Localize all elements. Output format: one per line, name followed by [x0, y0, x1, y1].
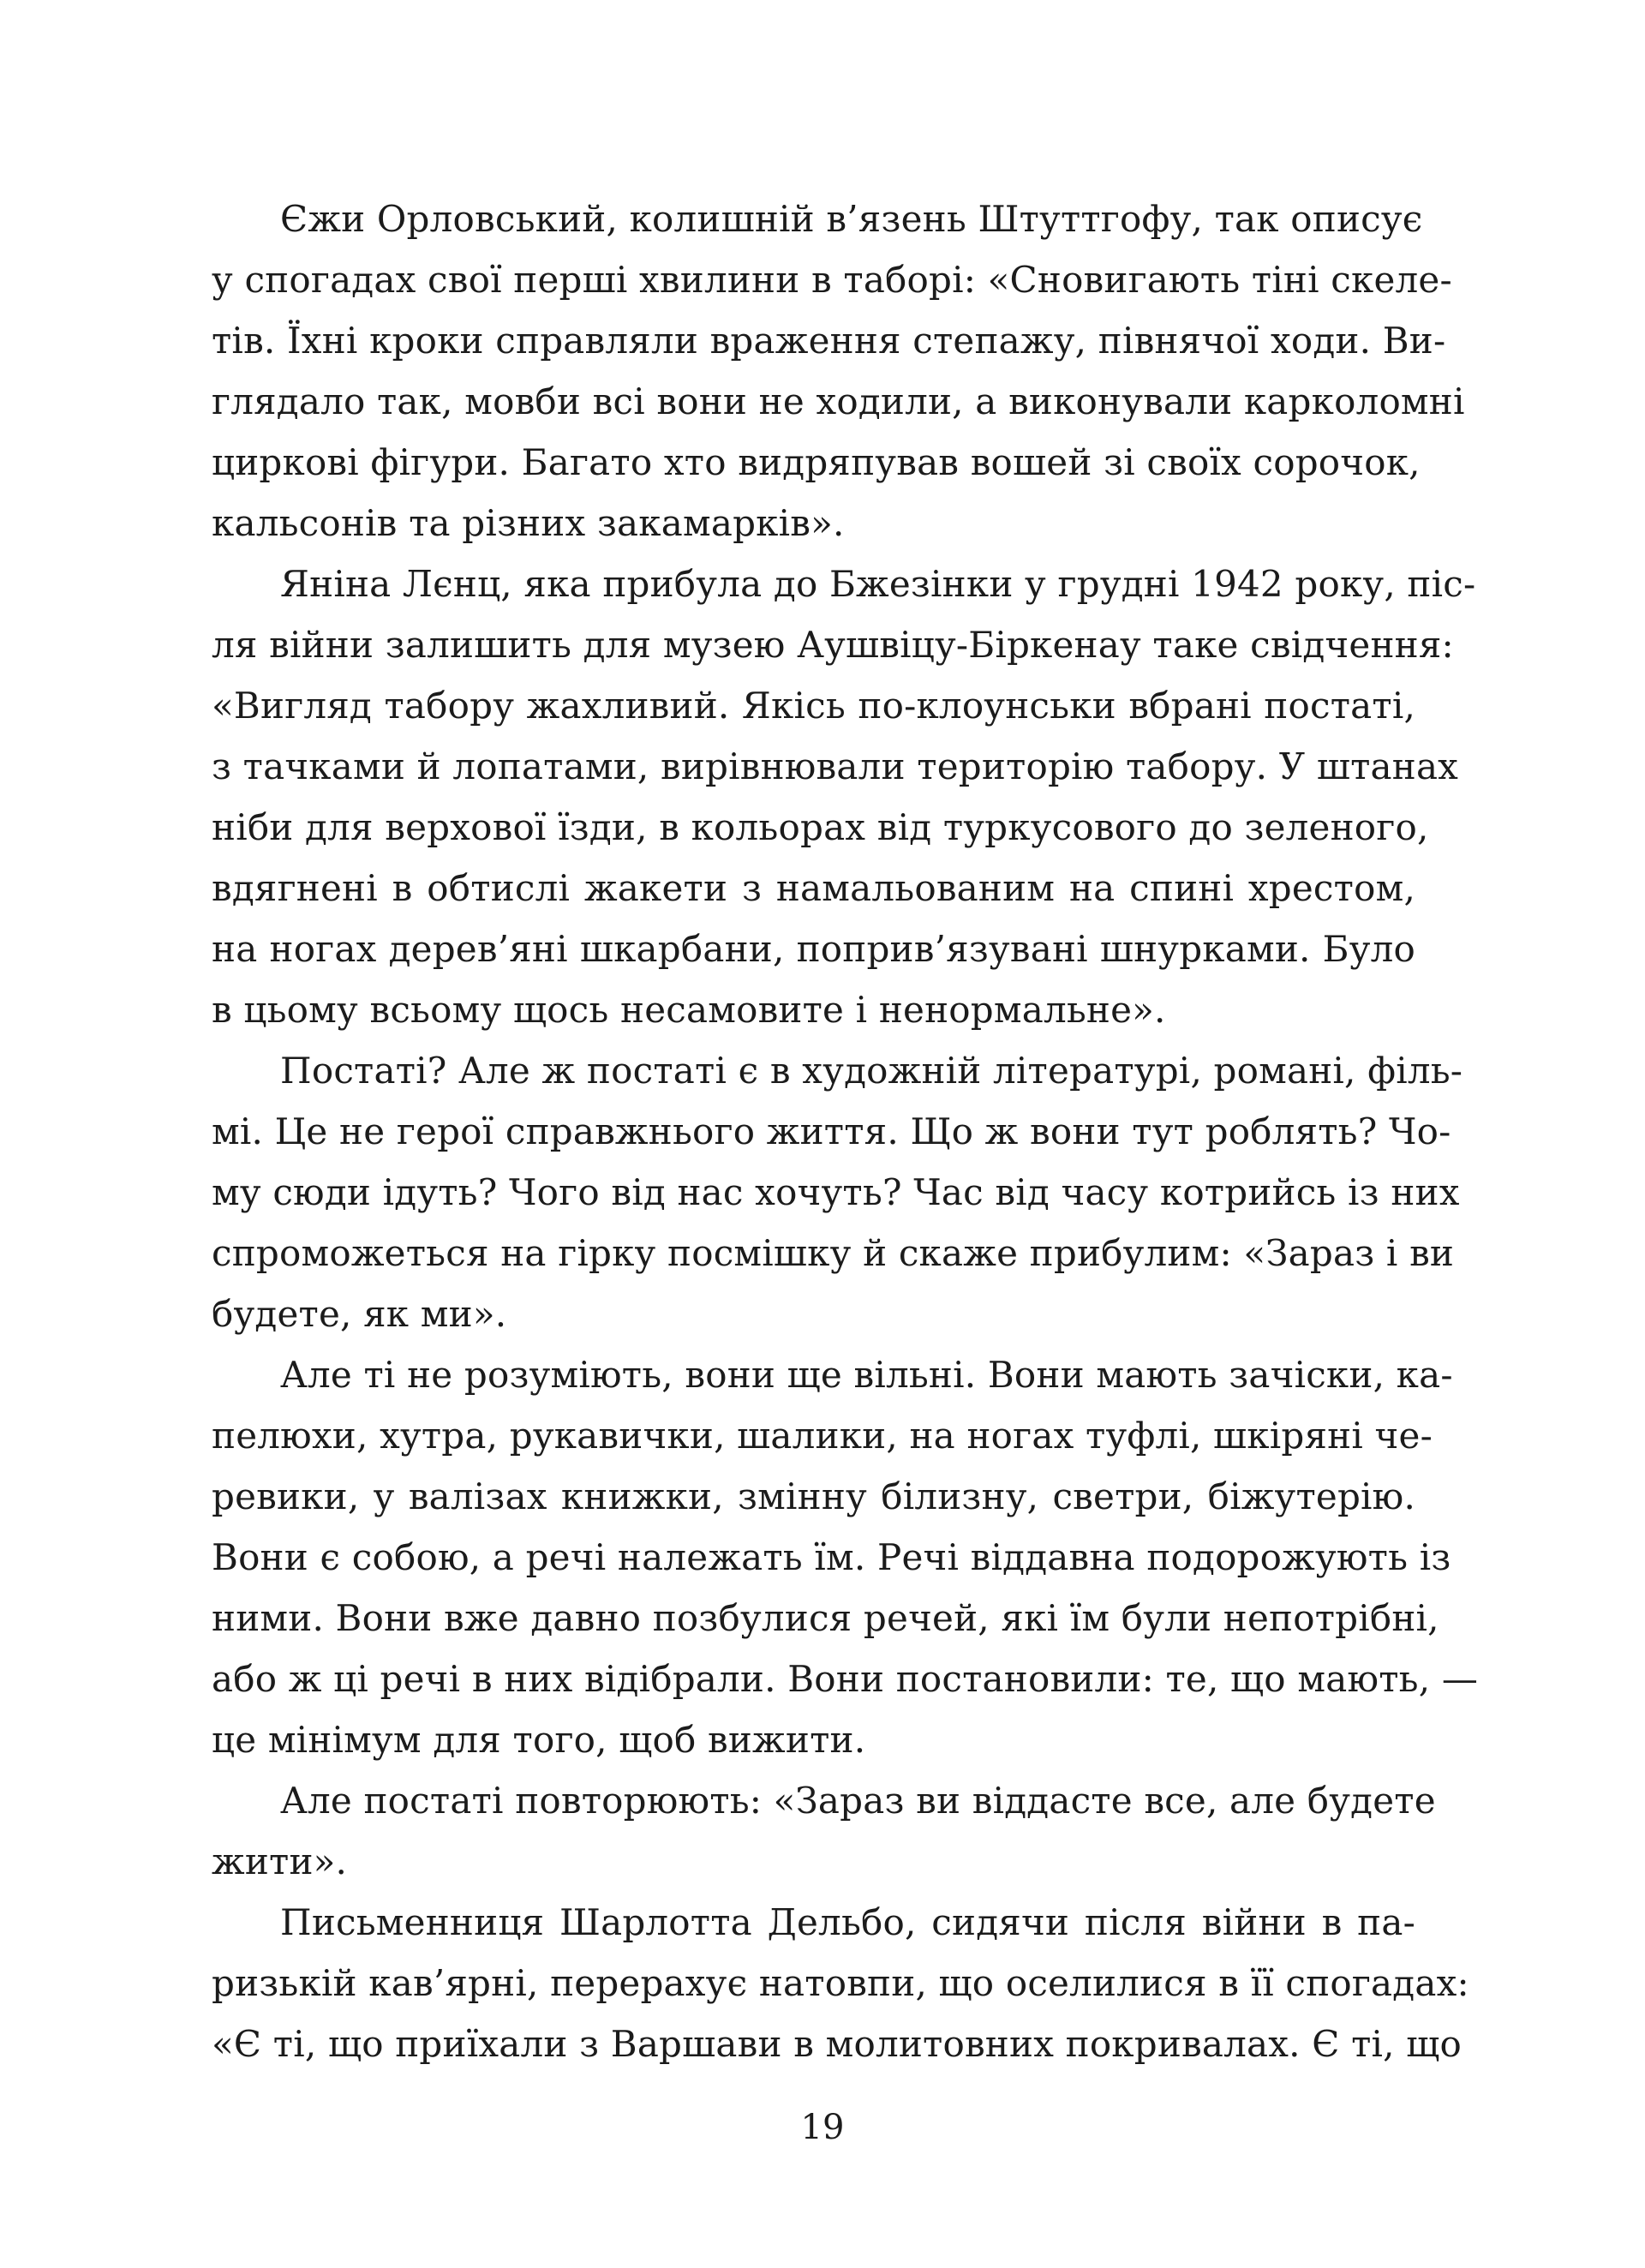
text-line: це мінімум для того, щоб вижити.: [212, 1719, 866, 1761]
text-line: з тачками й лопатами, вирівнювали територію табору. У штанах: [212, 745, 1459, 787]
text-line: Письменниця Шарлотта Дельбо, сидячи після війни в па-: [280, 1901, 1415, 1943]
text-line: тів. Їхні кроки справляли враження степажу, півнячої ходи. Ви-: [212, 320, 1446, 362]
text-line: будете, як ми».: [212, 1293, 507, 1335]
text-line: ризькій кав’ярні, перерахує натовпи, що оселилися в її спогадах:: [212, 1962, 1469, 2004]
text-line: ними. Вони вже давно позбулися речей, які їм були непотрібні,: [212, 1597, 1439, 1639]
text-line: на ногах дерев’яні шкарбани, поприв’язувані шнурками. Було: [212, 928, 1415, 970]
text-line: ніби для верхової їзди, в кольорах від туркусового до зеленого,: [212, 806, 1429, 848]
text-line: кальсонів та різних закамарків».: [212, 502, 845, 544]
text-line: Вони є собою, а речі належать їм. Речі віддавна подорожують із: [212, 1536, 1451, 1578]
text-line: «Є ті, що приїхали з Варшави в молитовних покривалах. Є ті, що: [212, 2023, 1463, 2065]
text-line: у спогадах свої перші хвилини в таборі: «Сновигають тіні скеле-: [212, 259, 1452, 301]
text-line: ля війни залишить для музею Аушвіцу-Біркенау таке свідчення:: [212, 624, 1454, 666]
text-line: мі. Це не герої справжнього життя. Що ж вони тут роблять? Чо-: [212, 1110, 1451, 1152]
page-number: 19: [800, 2108, 845, 2147]
text-line: пелюхи, хутра, рукавички, шалики, на ногах туфлі, шкіряні че-: [212, 1415, 1433, 1457]
text-line: в цьому всьому щось несамовите і ненормальне».: [212, 989, 1166, 1031]
text-line: му сюди ідуть? Чого від нас хочуть? Час від часу котрийсь із них: [212, 1171, 1460, 1213]
text-line: Але постаті повторюють: «Зараз ви віддасте все, але будете: [280, 1780, 1436, 1822]
text-line: Постаті? Але ж постаті є в художній літературі, романі, філь-: [280, 1050, 1463, 1092]
text-line: Але ті не розуміють, вони ще вільні. Вони мають зачіски, ка-: [280, 1354, 1453, 1396]
text-line: жити».: [212, 1840, 348, 1882]
text-line: глядало так, мовби всі вони не ходили, а виконували карколомні: [212, 380, 1465, 422]
text-line: ревики, у валізах книжки, змінну білизну, светри, біжутерію.: [212, 1475, 1415, 1517]
text-line: вдягнені в обтислі жакети з намальованим на спині хрестом,: [212, 867, 1415, 909]
text-line: Єжи Орловський, колишній в’язень Штуттгофу, так описує: [280, 198, 1423, 240]
text-line: або ж ці речі в них відібрали. Вони постановили: те, що мають, —: [212, 1658, 1479, 1700]
text-line: «Вигляд табору жахливий. Якісь по-клоунськи вбрані постаті,: [212, 685, 1415, 727]
text-line: спроможеться на гірку посмішку й скаже прибулим: «Зараз і ви: [212, 1232, 1455, 1274]
text-line: Яніна Лєнц, яка прибула до Бжезінки у грудні 1942 року, піс-: [280, 563, 1476, 605]
text-line: циркові фігури. Багато хто видряпував вошей зі своїх сорочок,: [212, 441, 1421, 483]
